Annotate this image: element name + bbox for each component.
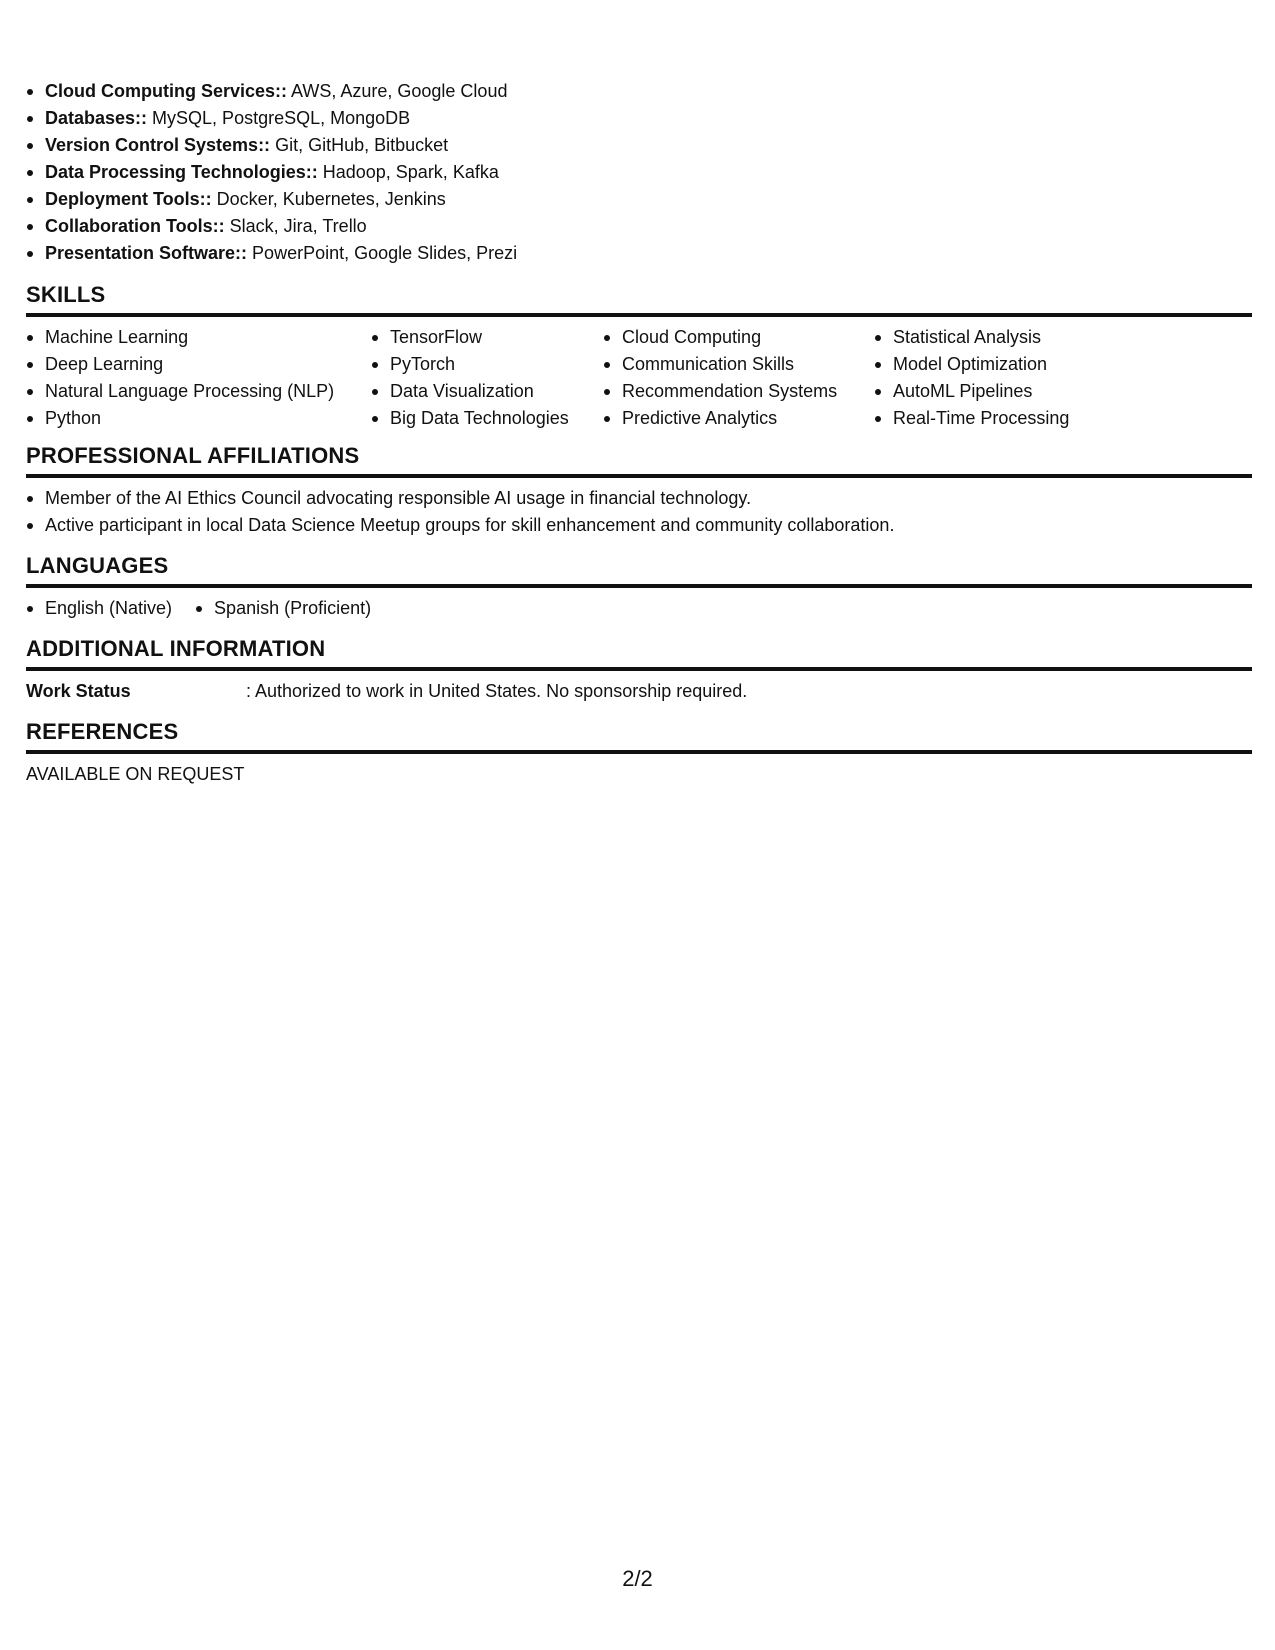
tool-category: Cloud Computing Services:: xyxy=(45,81,288,101)
skill-item: Deep Learning xyxy=(26,351,371,378)
tool-value: Docker, Kubernetes, Jenkins xyxy=(211,189,446,209)
skill-item: Real-Time Processing xyxy=(874,405,1134,432)
language-item: Spanish (Proficient) xyxy=(195,595,371,622)
skill-item: Big Data Technologies xyxy=(371,405,603,432)
tool-item xyxy=(26,78,1252,105)
tool-value: AWS, Azure, Google Cloud xyxy=(287,81,508,101)
tool-item xyxy=(26,186,1252,213)
tool-category: Data Processing Technologies:: xyxy=(45,162,318,182)
skill-item: Cloud Computing xyxy=(603,324,874,351)
affiliations-list xyxy=(26,478,1252,539)
affiliations-heading: PROFESSIONAL AFFILIATIONS xyxy=(26,442,1252,478)
affiliation-item: Member of the AI Ethics Council advocating responsible AI usage in financial technology. xyxy=(26,485,1252,512)
tool-item xyxy=(26,105,1252,132)
tool-value: MySQL, PostgreSQL, MongoDB xyxy=(147,108,411,128)
skills-section xyxy=(26,281,1252,432)
skills-column xyxy=(371,324,603,432)
references-text: AVAILABLE ON REQUEST xyxy=(26,764,245,784)
tool-item xyxy=(26,159,1252,186)
tool-category: Deployment Tools:: xyxy=(45,189,212,209)
skill-item: Recommendation Systems xyxy=(603,378,874,405)
work-status-row xyxy=(26,671,1252,704)
tool-value: Git, GitHub, Bitbucket xyxy=(270,135,449,155)
skill-item: TensorFlow xyxy=(371,324,603,351)
skill-item: AutoML Pipelines xyxy=(874,378,1134,405)
tool-category: Collaboration Tools:: xyxy=(45,216,225,236)
language-item: English (Native) xyxy=(26,595,172,622)
page-number: 2/2 xyxy=(622,1566,653,1591)
additional-info-section xyxy=(26,635,1252,704)
resume-page xyxy=(26,78,1252,787)
languages-section xyxy=(26,552,1252,622)
skill-item: Machine Learning xyxy=(26,324,371,351)
tool-item xyxy=(26,240,1252,267)
skill-item: Communication Skills xyxy=(603,351,874,378)
skills-grid xyxy=(26,317,1252,432)
tool-value: Slack, Jira, Trello xyxy=(224,216,367,236)
tool-category: Version Control Systems:: xyxy=(45,135,271,155)
additional-info-heading: ADDITIONAL INFORMATION xyxy=(26,635,1252,671)
references-heading: REFERENCES xyxy=(26,718,1252,754)
skill-item: Data Visualization xyxy=(371,378,603,405)
work-status-label: Work Status xyxy=(26,681,131,701)
tool-category: Databases:: xyxy=(45,108,148,128)
skills-column xyxy=(603,324,874,432)
references-section xyxy=(26,718,1252,787)
affiliation-item: Active participant in local Data Science Meetup groups for skill enhancement and community collaboration. xyxy=(26,512,1252,539)
work-status-value: : Authorized to work in United States. No sponsorship required. xyxy=(246,681,748,701)
tool-value: PowerPoint, Google Slides, Prezi xyxy=(247,243,518,263)
skill-item: Predictive Analytics xyxy=(603,405,874,432)
skill-item: Natural Language Processing (NLP) xyxy=(26,378,371,405)
languages-heading: LANGUAGES xyxy=(26,552,1252,588)
tools-list xyxy=(26,78,1252,267)
skills-column xyxy=(874,324,1134,432)
tool-value: Hadoop, Spark, Kafka xyxy=(317,162,499,182)
affiliations-section xyxy=(26,442,1252,539)
languages-list xyxy=(26,588,1252,622)
tool-item xyxy=(26,213,1252,240)
tool-category: Presentation Software:: xyxy=(45,243,248,263)
skills-heading: SKILLS xyxy=(26,281,1252,317)
skill-item: Model Optimization xyxy=(874,351,1134,378)
skill-item: Statistical Analysis xyxy=(874,324,1134,351)
skill-item: PyTorch xyxy=(371,351,603,378)
tool-item xyxy=(26,132,1252,159)
skill-item: Python xyxy=(26,405,371,432)
skills-column xyxy=(26,324,371,432)
